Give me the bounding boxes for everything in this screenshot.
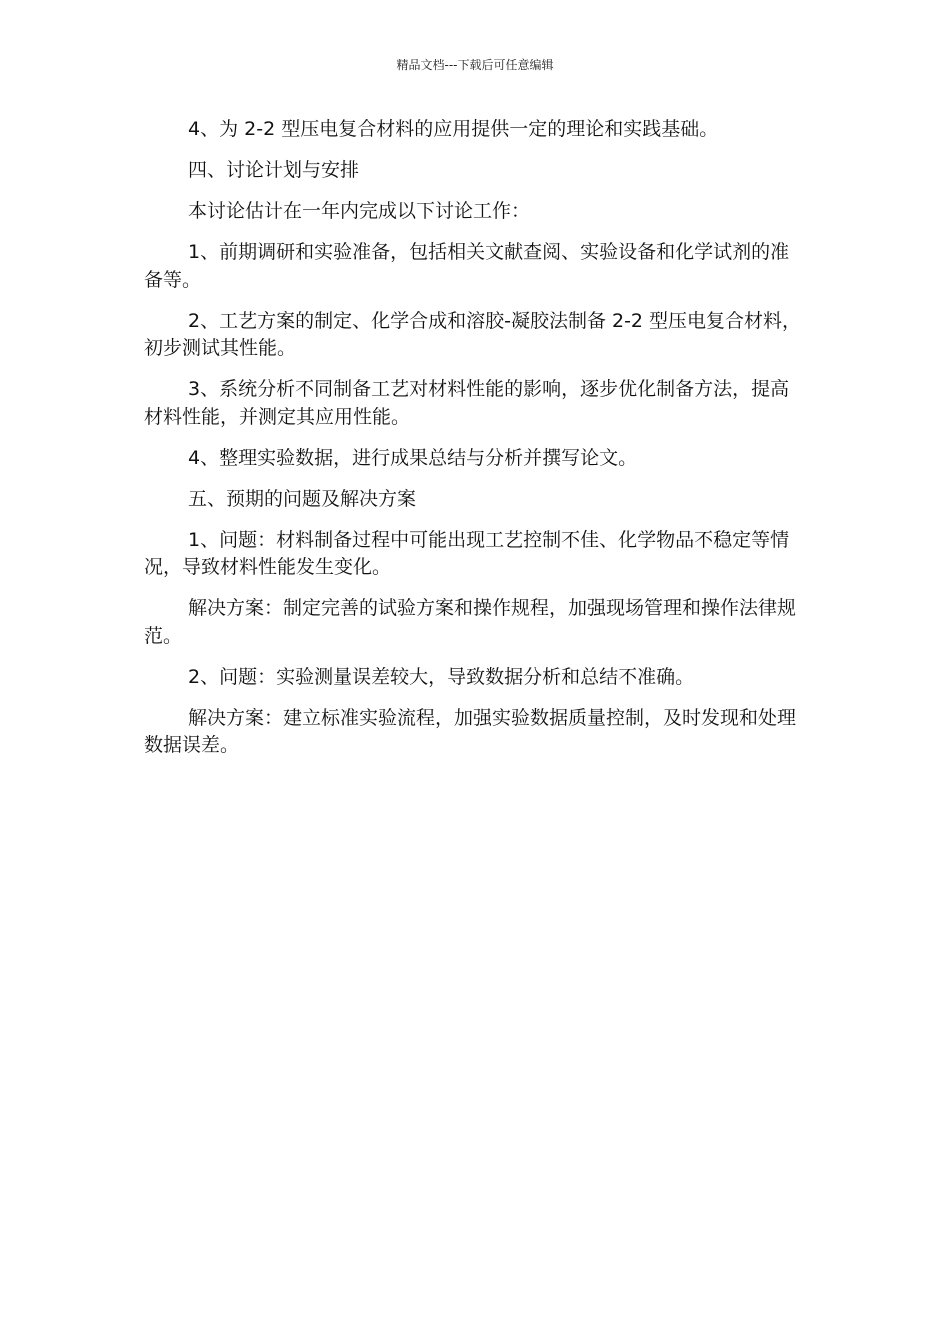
paragraph-plan-item-3: 3、系统分析不同制备工艺对材料性能的影响，逐步优化制备方法，提高材料性能，并测定其应用性能。 [144, 378, 790, 428]
paragraph-solution-1: 解决方案：制定完善的试验方案和操作规程，加强现场管理和操作法律规范。 [144, 597, 797, 647]
paragraph-problem-1: 1、问题：材料制备过程中可能出现工艺控制不佳、化学物品不稳定等情况，导致材料性能发生变化。 [144, 528, 790, 578]
paragraph-plan-item-1: 1、前期调研和实验准备，包括相关文献查阅、实验设备和化学试剂的准备等。 [144, 241, 790, 291]
section-heading-plan: 四、讨论计划与安排 [188, 159, 360, 181]
page-header: 精品文档---下载后可任意编辑 [396, 58, 554, 72]
paragraph-goal-4: 4、为 2-2 型压电复合材料的应用提供一定的理论和实践基础。 [188, 118, 719, 140]
paragraph-plan-item-4: 4、整理实验数据，进行成果总结与分析并撰写论文。 [188, 446, 638, 469]
section-heading-problems: 五、预期的问题及解决方案 [188, 487, 417, 510]
paragraph-problem-2: 2、问题：实验测量误差较大，导致数据分析和总结不准确。 [188, 665, 695, 688]
document-body [144, 116, 808, 773]
paragraph-plan-item-2: 2、工艺方案的制定、化学合成和溶胶-凝胶法制备 2-2 型压电复合材料，初步测试其性能。 [144, 309, 802, 359]
paragraph-solution-2: 解决方案：建立标准实验流程，加强实验数据质量控制，及时发现和处理数据误差。 [144, 706, 797, 756]
paragraph-plan-intro: 本讨论估计在一年内完成以下讨论工作： [188, 200, 531, 222]
